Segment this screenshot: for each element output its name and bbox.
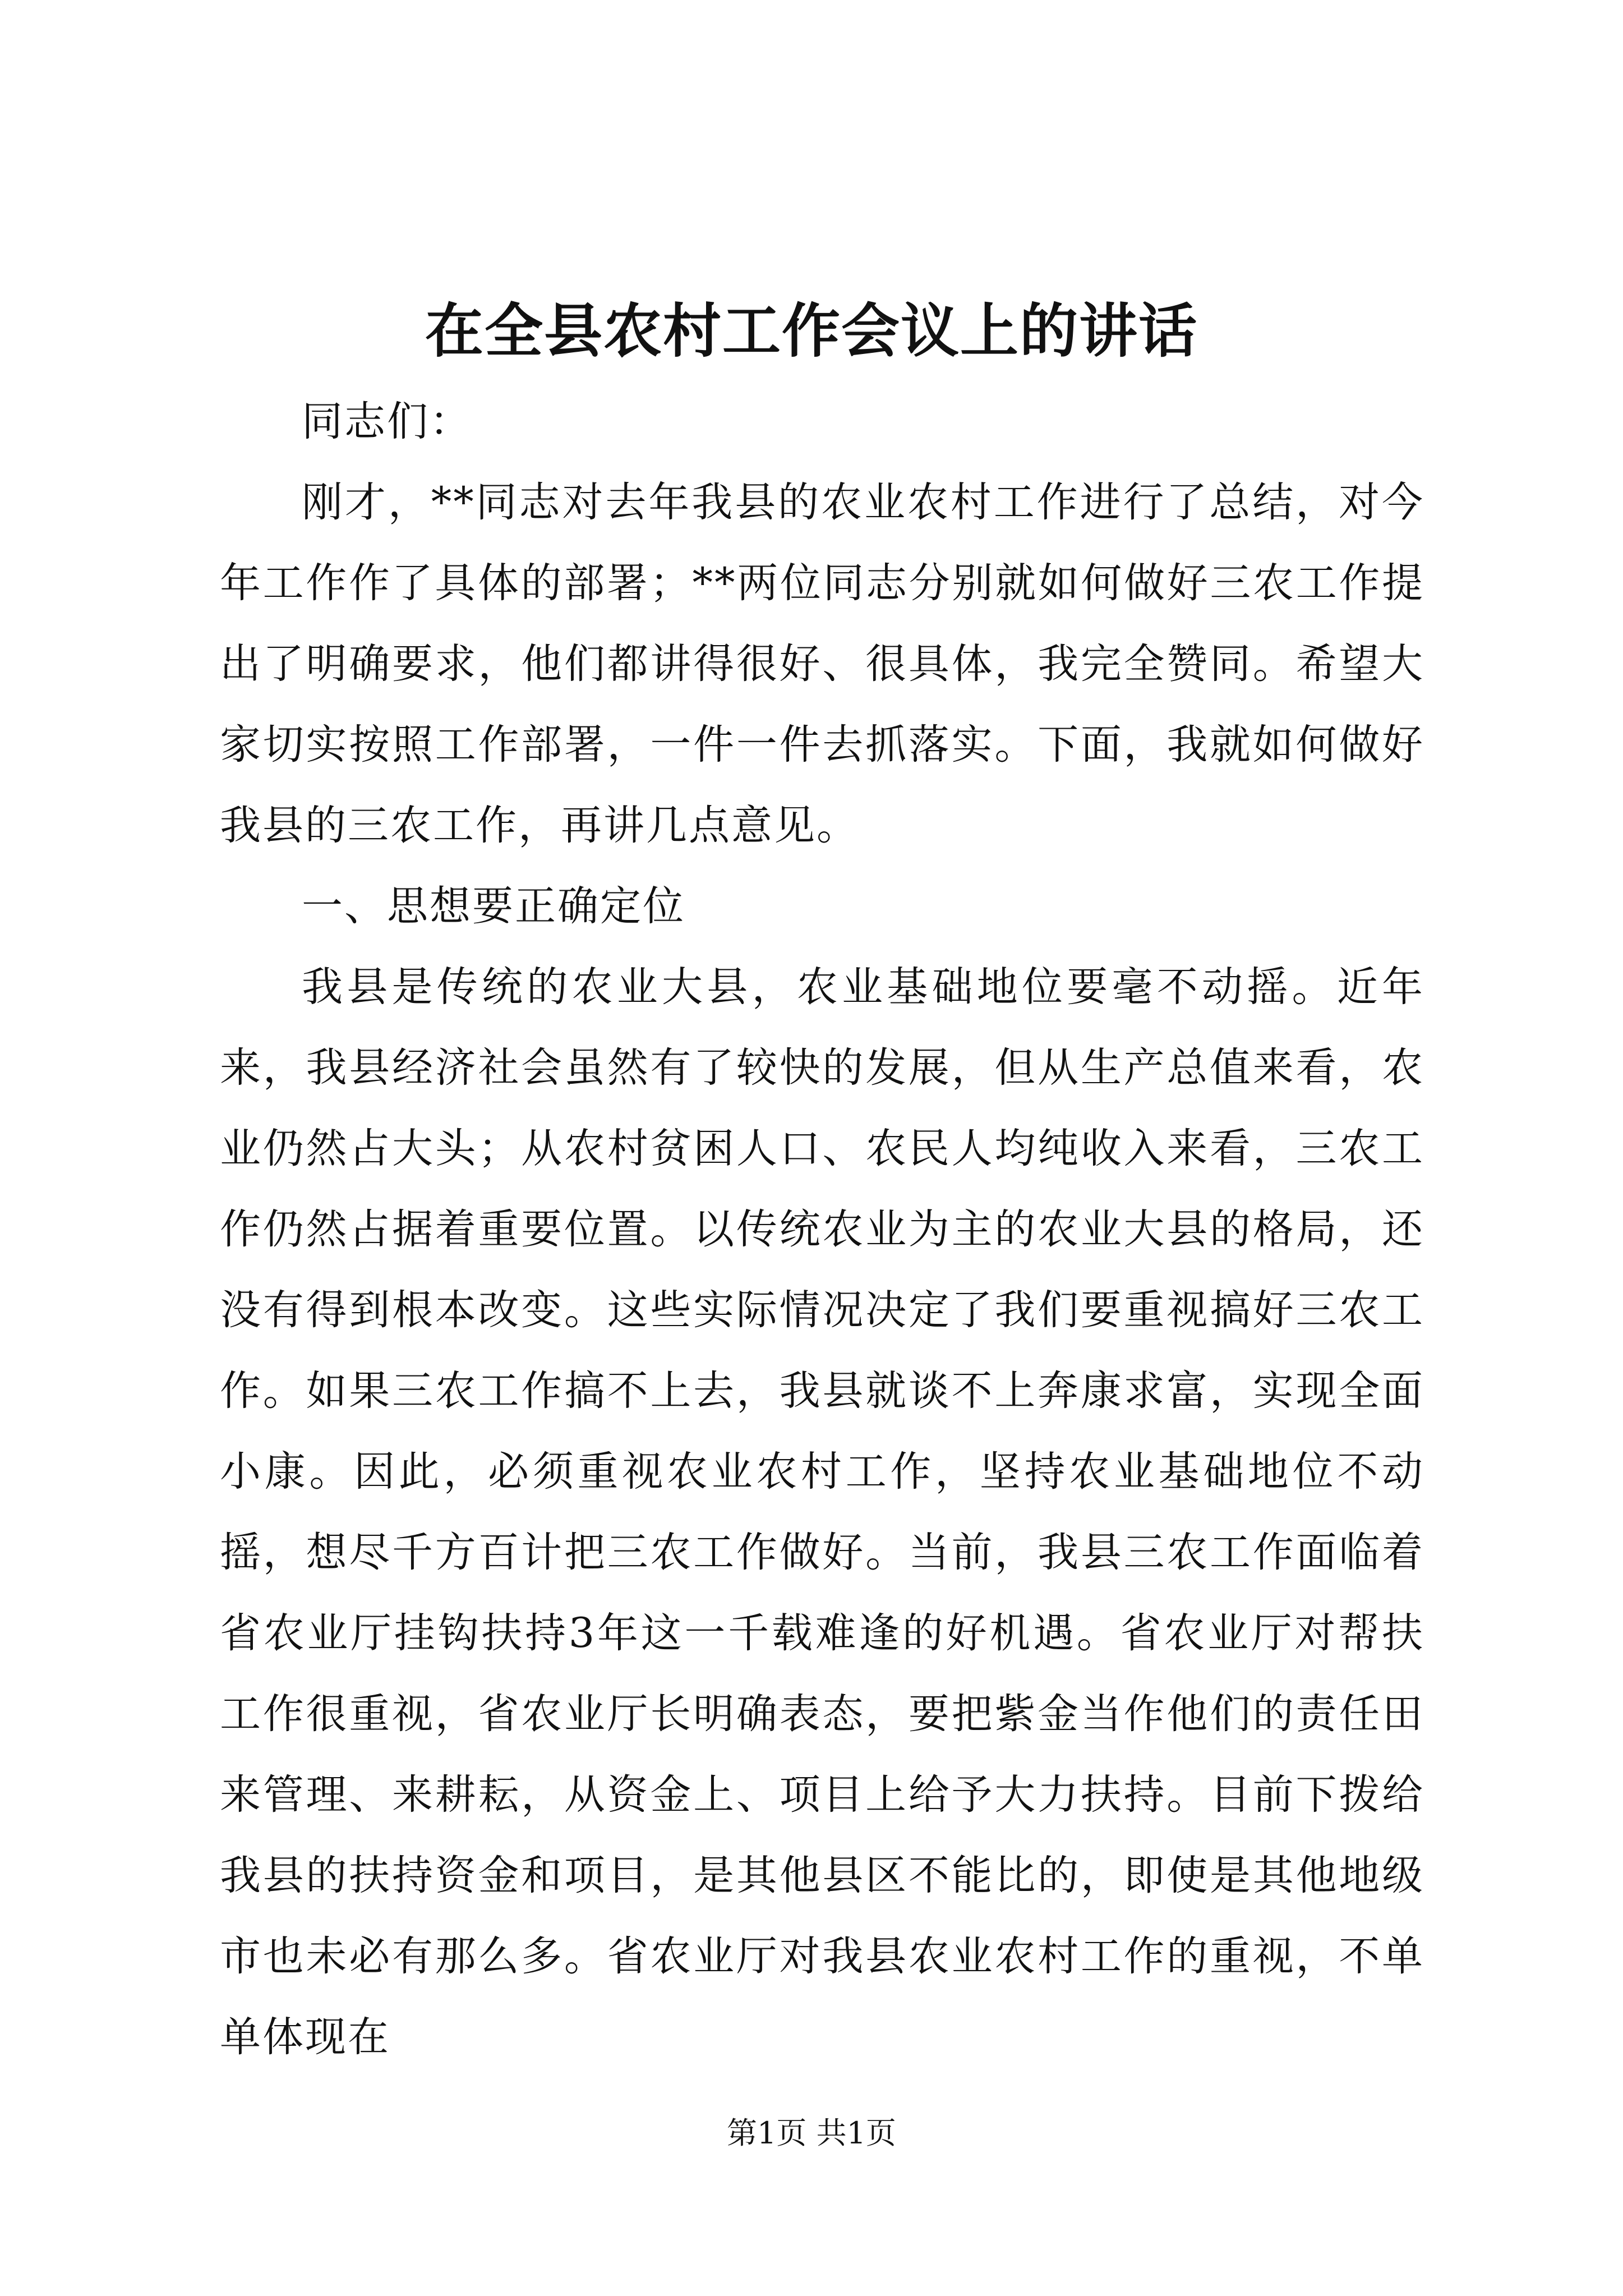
section-heading: 一、思想要正确定位 xyxy=(302,882,685,930)
paragraph-intro: 刚才，**同志对去年我县的农业农村工作进行了总结，对今年工作作了具体的部署；**两位同志分别就如何做好三农工作提出了明确要求，他们都讲得很好、很具体，我完全赞同。希望大家切实按照工作部署，一件一件去抓落实。下面，我就如何做好我县的三农工作，再讲几点意见。 xyxy=(220,478,1424,849)
salutation: 同志们： xyxy=(302,398,472,445)
paragraph-body: 我县是传统的农业大县，农业基础地位要毫不动摇。近年来，我县经济社会虽然有了较快的发展，但从生产总值来看，农业仍然占大头；从农村贫困人口、农民人均纯收入来看，三农工作仍然占据着重要位置。以传统农业为主的农业大县的格局，还没有得到根本改变。这些实际情况决定了我们要重视搞好三农工作。如果三农工作搞不上去，我县就谈不上奔康求富，实现全面小康。因此，必须重视农业农村工作，坚持农业基础地位不动摇，想尽千方百计把三农工作做好。当前，我县三农工作面临着省农业厅挂钩扶持3年这一千载难逢的好机遇。省农业厅对帮扶工作很重视，省农业厅长明确表态，要把紫金当作他们的责任田来管理、来耕耘，从资金上、项目上给予大力扶持。目前下拨给我县的扶持资金和项目，是其他县区不能比的，即使是其他地级市也未必有那么多。省农业厅对我县农业农村工作的重视，不单单体现在 xyxy=(220,963,1424,2061)
document-title: 在全县农村工作会议上的讲话 xyxy=(425,296,1198,365)
document-body xyxy=(220,381,1424,2078)
page-footer: 第1页 共1页 xyxy=(727,2115,896,2151)
